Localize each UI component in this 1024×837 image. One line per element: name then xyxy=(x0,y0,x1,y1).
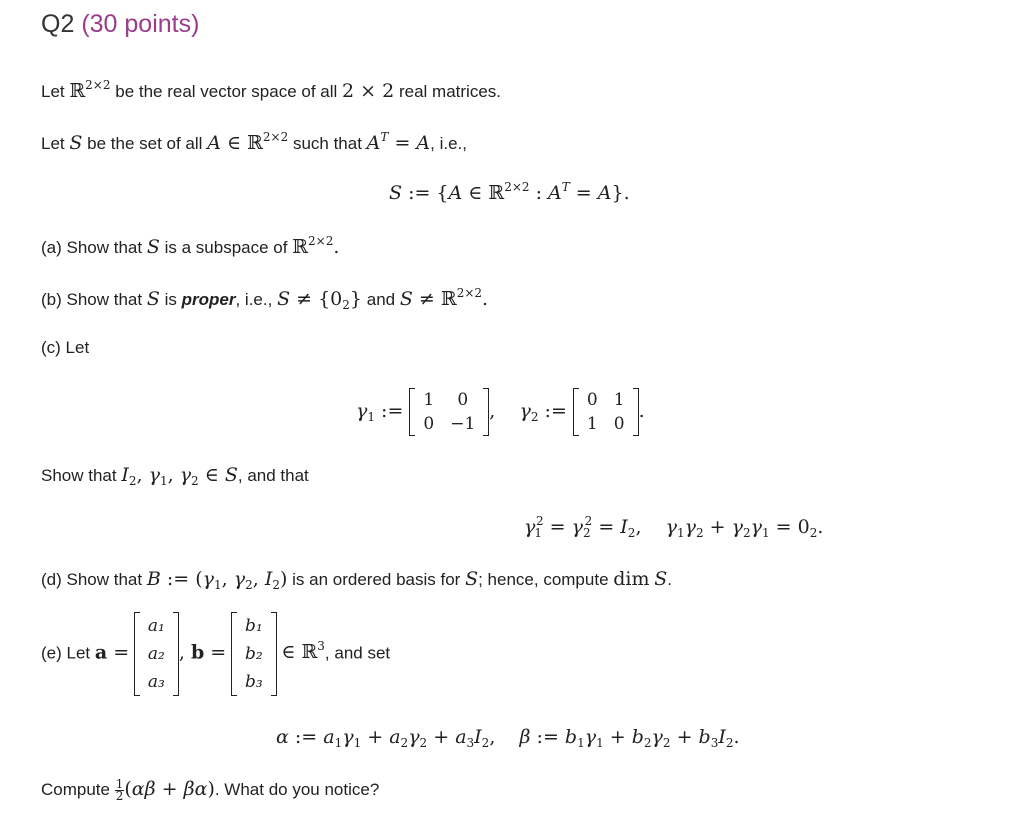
question-number: Q2 xyxy=(41,10,75,38)
vector-b: b₁ b₂ b₃ xyxy=(231,612,277,696)
def-text-4: , i.e., xyxy=(430,134,468,153)
def-text-1: Let xyxy=(41,134,65,153)
part-b-proper: proper xyxy=(181,290,236,309)
gamma-relations: $\gamma_1^2 = \gamma_2^2 = I_2$, $\gamma_1\gamma_2 + \gamma_2\gamma_1 = 0_2$. xyxy=(524,514,824,540)
compute-line: Compute $\frac{1}{2}$ (αβ + βα). What do you notice? xyxy=(41,777,380,804)
part-a-text: is a subspace of xyxy=(164,238,288,257)
def-text-2: be the set of all xyxy=(87,134,203,153)
gamma1-matrix: 1 0 0 −1 xyxy=(409,388,489,436)
part-d-text: is an ordered basis for xyxy=(292,570,461,589)
part-c-show-text: Show that xyxy=(41,466,117,485)
alpha-beta-definition: α := $a_1\gamma_1 + a_2\gamma_2 + a_3I_2$, β := $b_1\gamma_1 + b_2\gamma_2 + b_3I_2$. xyxy=(276,726,740,750)
vector-a: a₁ a₂ a₃ xyxy=(134,612,179,696)
part-b-label: (b) Show that xyxy=(41,290,143,309)
math-2x2: 2 × 2 xyxy=(342,80,395,102)
math-s: S xyxy=(69,132,83,154)
gamma-definitions: $\gamma_1$ := 1 0 0 −1 , $\gamma_2$ := 0 1 1 0 . xyxy=(356,390,645,434)
part-e-line: (e) Let a = a₁ a₂ a₃ , b = b₁ b₂ b₃ ∈ ℝ$^3$, and set xyxy=(41,612,390,696)
part-e-label: (e) Let xyxy=(41,643,91,663)
part-b: (b) Show that S is proper, i.e., $S \ne \{0_2\}$ and S ≠ ℝ$^{2\times 2}$. xyxy=(41,286,489,312)
gamma2-matrix: 0 1 1 0 xyxy=(573,388,639,436)
question-heading xyxy=(41,10,199,39)
intro-text-3: real matrices. xyxy=(398,82,501,101)
def-text-3: such that xyxy=(292,134,362,153)
definition-line: Let S be the set of all A ∈ ℝ$^{2\times 2}$ such that $A^T = A$, i.e., xyxy=(41,130,468,154)
part-b-and: and xyxy=(366,290,396,309)
intro-text-2: be the real vector space of all xyxy=(115,82,338,101)
notice-text: . What do you notice? xyxy=(214,780,380,799)
question-points: (30 points) xyxy=(81,10,200,38)
intro-line xyxy=(41,78,501,102)
part-a: (a) Show that S is a subspace of ℝ$^{2\times 2}$. xyxy=(41,234,340,258)
part-c-show: Show that $I_2$, $\gamma_1$, $\gamma_2$ ∈ S, and that xyxy=(41,464,309,488)
part-e-andset: , and set xyxy=(324,643,391,663)
part-d: (d) Show that B := ($\gamma_1$, $\gamma_2$, $I_2$) is an ordered basis for S; hence, compute dim S. xyxy=(41,568,673,592)
intro-text-1: Let xyxy=(41,82,65,101)
part-c-andthat: , and that xyxy=(237,466,309,485)
part-d-text2: ; hence, compute xyxy=(478,570,609,589)
part-d-label: (d) Show that xyxy=(41,570,143,589)
part-b-text2: , i.e., xyxy=(235,290,273,309)
math-transpose: $A^T$ xyxy=(366,130,389,154)
part-c-label: (c) Let xyxy=(41,338,90,357)
compute-text: Compute xyxy=(41,780,110,799)
part-b-text1: is xyxy=(164,290,177,309)
set-definition-display: S := {A ∈ ℝ$^{2\times 2}$ : $A^T = A$}. xyxy=(389,180,630,204)
math-a-in: A xyxy=(207,132,221,154)
part-a-label: (a) Show that xyxy=(41,238,143,257)
math-r2x2: ℝ$^{2\times 2}$ xyxy=(69,78,111,102)
